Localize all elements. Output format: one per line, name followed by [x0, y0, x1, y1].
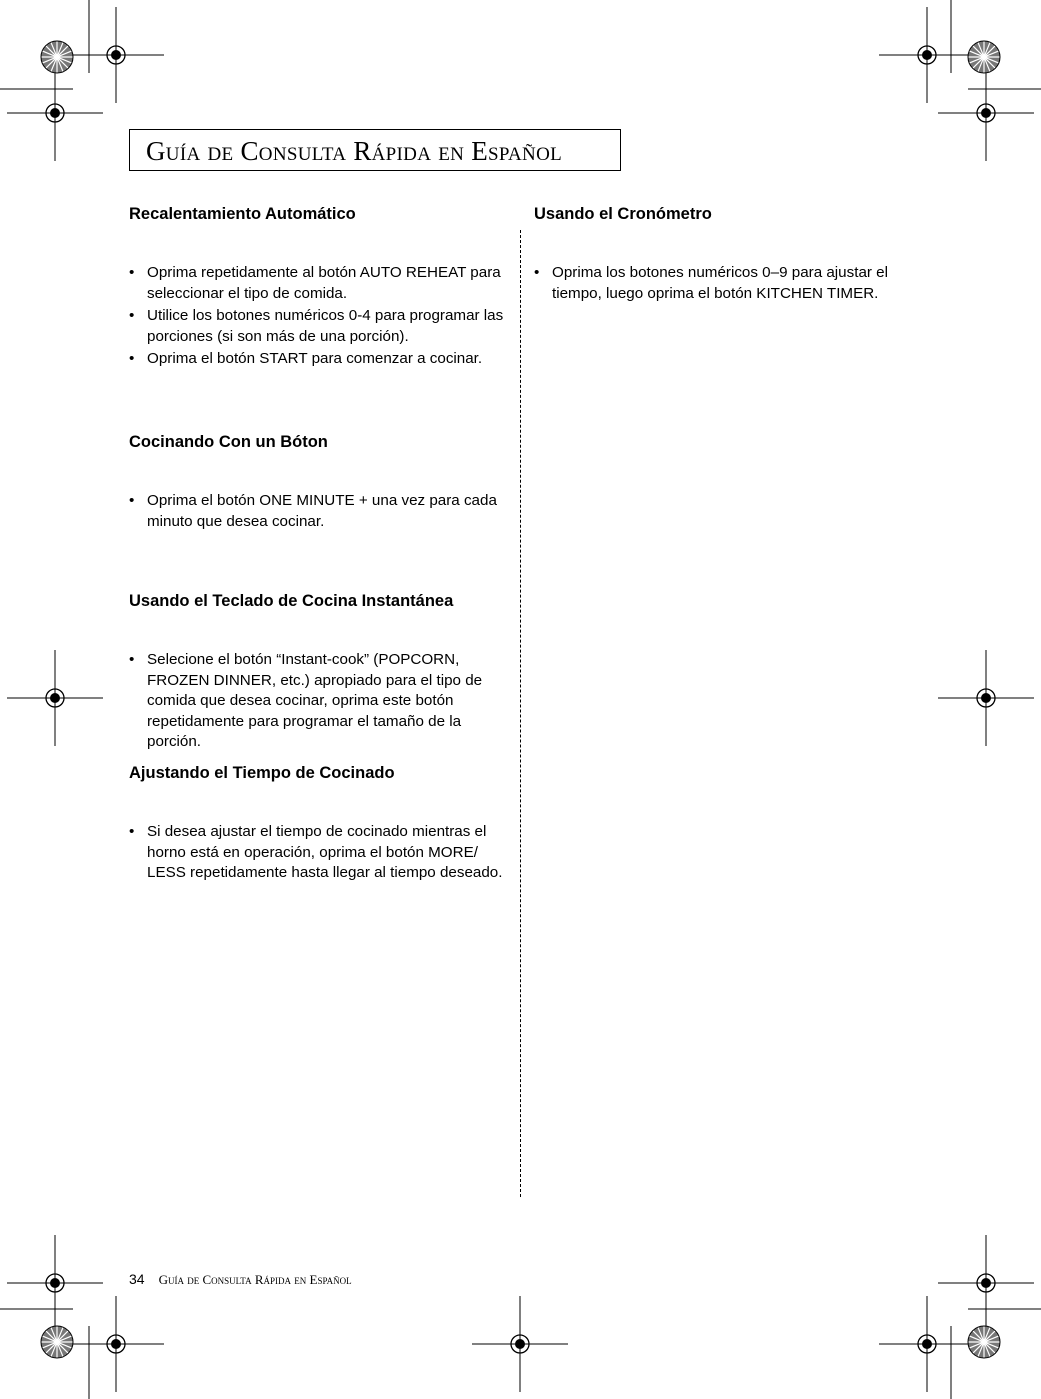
page-title: Guía de Consulta Rápida en Español [146, 136, 562, 166]
section-heading-adjust-time: Ajustando el Tiempo de Cocinado [129, 764, 395, 782]
list-item: • Oprima repetidamente al botón AUTO REHEAT para seleccionar el tipo de comida. [129, 263, 509, 304]
section-heading-instant-cook: Usando el Teclado de Cocina Instantánea [129, 592, 454, 610]
page-number: 34 [129, 1271, 145, 1287]
list-item: • Selecione el botón “Instant-cook” (POPCORN, FROZEN DINNER, etc.) apropiado para el tipo de comida que desea cocinar, oprima este botón repetidamente para programar el tamaño de la porción. [129, 650, 499, 753]
one-touch-list [129, 491, 509, 534]
section-heading-auto-reheat: Recalentamiento Automático [129, 205, 356, 223]
footer-title: Guía de Consulta Rápida en Español [158, 1272, 352, 1287]
timer-list [534, 263, 919, 306]
page-title-box [129, 129, 621, 171]
page-footer [129, 1271, 352, 1289]
list-item: • Utilice los botones numéricos 0-4 para programar las porciones (si son más de una porción). [129, 306, 509, 347]
list-item: • Oprima el botón START para comenzar a cocinar. [129, 349, 509, 370]
section-heading-one-touch: Cocinando Con un Bóton [129, 433, 328, 451]
column-divider [520, 230, 521, 1197]
list-item: • Si desea ajustar el tiempo de cocinado mientras el horno está en operación, oprima el botón MORE/ LESS repetidamente hasta llegar al tiempo deseado. [129, 822, 509, 884]
list-item: • Oprima los botones numéricos 0–9 para ajustar el tiempo, luego oprima el botón KITCHEN TIMER. [534, 263, 919, 304]
instant-cook-list [129, 650, 499, 755]
list-item: • Oprima el botón ONE MINUTE + una vez para cada minuto que desea cocinar. [129, 491, 509, 532]
adjust-time-list [129, 822, 509, 886]
section-heading-timer: Usando el Cronómetro [534, 205, 712, 223]
auto-reheat-list [129, 263, 509, 372]
